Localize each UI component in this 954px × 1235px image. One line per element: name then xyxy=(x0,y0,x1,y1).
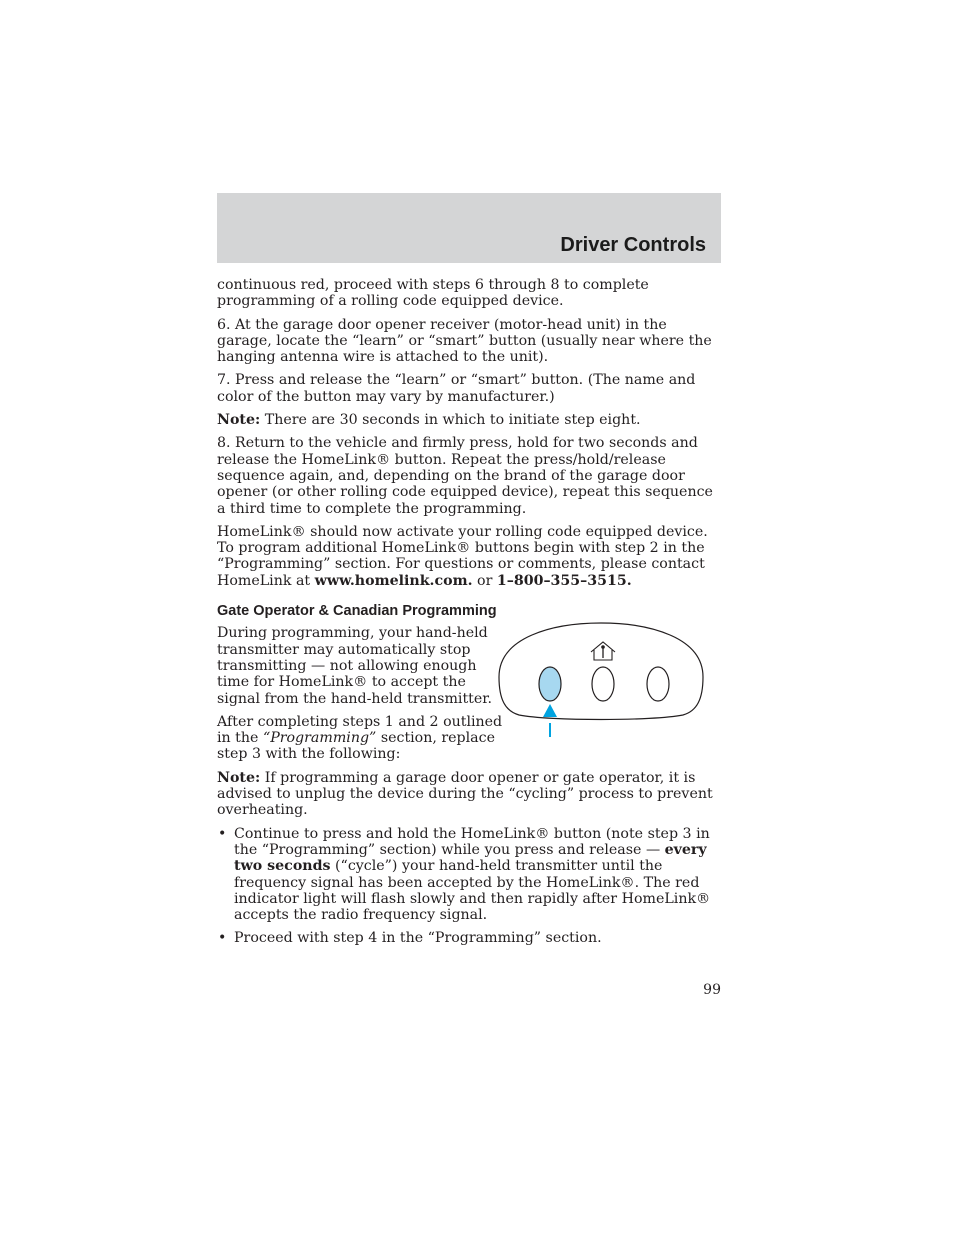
note-text-2: If programming a garage door opener or gate operator, it is advised to unplug the device during the “cycling” process to prevent overheating. xyxy=(217,769,713,819)
homelink-buttons-diagram xyxy=(493,617,708,742)
page-content xyxy=(217,277,721,954)
page-section-title: Driver Controls xyxy=(560,234,706,256)
bullet-marker: • xyxy=(218,930,227,947)
page-number: 99 xyxy=(703,982,721,998)
contact-or: or xyxy=(472,572,497,589)
bullet2-text: Proceed with step 4 in the “Programming” section. xyxy=(234,930,602,947)
homelink-button-3 xyxy=(647,667,669,701)
note-unplug-device xyxy=(217,770,721,819)
homelink-button-1-highlighted xyxy=(539,667,561,701)
wrap-text xyxy=(217,625,507,762)
console-outline xyxy=(499,623,703,720)
bullet1-bold: every two seconds xyxy=(234,841,707,875)
after-steps-b: section, replace step 3 with the following: xyxy=(217,730,495,763)
instruction-list xyxy=(217,826,721,947)
gate-operator-block xyxy=(217,625,721,762)
paragraph-after-steps xyxy=(217,714,507,763)
programming-italic: “Programming” xyxy=(262,730,377,747)
contact-text: HomeLink® should now activate your rolling code equipped device. To program additional HomeLink® buttons begin with step 2 in the “Programming” section. For questions or comments, please contact HomeLink at xyxy=(217,523,708,589)
note-30-seconds xyxy=(217,412,721,428)
list-item xyxy=(217,826,721,924)
note-label-2: Note: xyxy=(217,769,261,786)
list-item xyxy=(217,930,721,946)
paragraph-continuation: continuous red, proceed with steps 6 through 8 to complete programming of a rolling code equipped device. xyxy=(217,277,649,310)
section-heading: Gate Operator & Canadian Programming xyxy=(217,603,497,620)
bullet1-text-a: Continue to press and hold the HomeLink® button (note step 3 in the “Programming” section) while you press and release — xyxy=(234,825,710,858)
bullet1-text-b: (“cycle”) your hand-held transmitter until the frequency signal has been accepted by the HomeLink®. The red indicator light will flash slowly and then rapidly after HomeLink® accepts the radio frequency signal. xyxy=(234,858,711,924)
paragraph-homelink-contact xyxy=(217,524,721,589)
header-band xyxy=(217,193,721,263)
note-label: Note: xyxy=(217,412,261,429)
arrow-pointer-icon xyxy=(543,704,557,737)
house-indicator-icon xyxy=(591,642,615,660)
paragraph-step-6: 6. At the garage door opener receiver (motor-head unit) in the garage, locate the “learn” or “smart” button (usually near where the hanging antenna wire is attached to the unit). xyxy=(217,316,712,366)
paragraph-during-programming: During programming, your hand-held transmitter may automatically stop transmitting — not allowing enough time for HomeLink® to accept the signal from the hand-held transmitter. xyxy=(217,625,492,707)
after-steps-a: After completing steps 1 and 2 outlined in the xyxy=(217,713,503,747)
bullet-marker: • xyxy=(218,825,227,842)
homelink-button-2 xyxy=(592,667,614,701)
homelink-url: www.homelink.com. xyxy=(314,572,473,589)
paragraph-step-7: 7. Press and release the “learn” or “smart” button. (The name and color of the button may vary by manufacturer.) xyxy=(217,372,696,405)
paragraph-step-8: 8. Return to the vehicle and firmly press, hold for two seconds and release the HomeLink® button. Repeat the press/hold/release sequence again, and, depending on the brand of the garage door opener (or other rolling code equipped device), repeat this sequence a third time to complete the programming. xyxy=(217,435,713,517)
homelink-phone: 1–800–355–3515. xyxy=(496,572,632,589)
note-text: There are 30 seconds in which to initiate step eight. xyxy=(260,412,641,429)
